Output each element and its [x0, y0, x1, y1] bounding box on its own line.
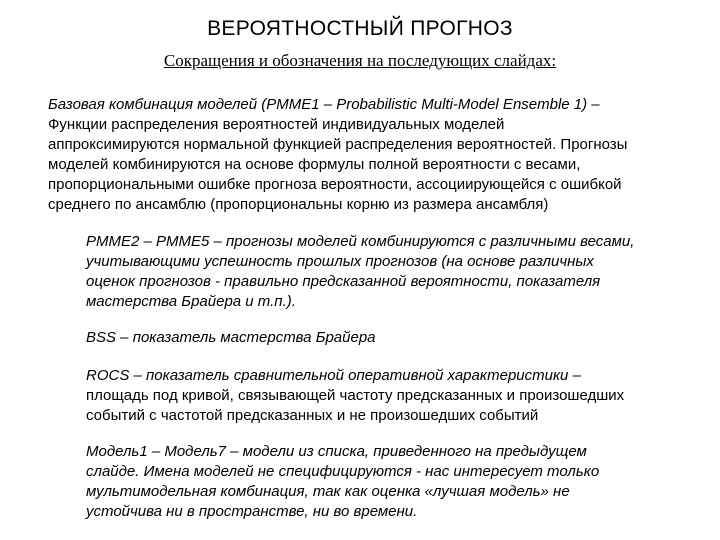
rocs-term: ROCS – показатель сравнительной оперативной характеристики – [86, 367, 581, 384]
intro-line: пропорциональными ошибке прогноза вероятности, ассоциирующейся с ошибкой [48, 176, 622, 193]
slide-subtitle: Сокращения и обозначения на последующих слайдах: [163, 51, 557, 70]
intro-line: моделей комбинируются на основе формулы полной вероятности с весами, [48, 156, 581, 173]
slide-title: ВЕРОЯТНОСТНЫЙ ПРОГНОЗ [207, 17, 513, 40]
models-definition [86, 442, 686, 522]
intro-paragraph [48, 95, 680, 215]
pmme-definition [86, 232, 686, 312]
intro-term: Базовая комбинация моделей (PMME1 – Probabilistic Multi-Model Ensemble 1) – [48, 96, 600, 113]
pmme-line: мастерства Брайера и т.п.). [86, 293, 296, 310]
pmme-line: учитывающими успешность прошлых прогнозов (на основе различных [86, 253, 594, 270]
intro-line: аппроксимируются нормальной функцией распределения вероятностей. Прогнозы [48, 136, 628, 153]
pmme-line: оценок прогнозов - правильно предсказанной вероятности, показателя [86, 273, 601, 290]
models-line: Модель1 – Модель7 – модели из списка, приведенного на предыдущем [86, 443, 587, 460]
intro-line: Функции распределения вероятностей индивидуальных моделей [48, 116, 505, 133]
models-line: слайде. Имена моделей не специфицируются - нас интересует только [86, 463, 600, 480]
rocs-line: площадь под кривой, связывающей частоту предсказанных и произошедших [86, 387, 625, 404]
intro-line: среднего по ансамблю (пропорциональны корню из размера ансамбля) [48, 196, 549, 213]
rocs-line: событий с частотой предсказанных и не произошедших событий [86, 407, 539, 424]
bss-definition [86, 328, 686, 348]
rocs-definition [86, 366, 686, 426]
bss-line: BSS – показатель мастерства Брайера [86, 329, 376, 346]
pmme-line: PMME2 – PMME5 – прогнозы моделей комбинируются с различными весами, [86, 233, 635, 250]
models-line: устойчива ни в пространстве, ни во времени. [86, 503, 418, 520]
models-line: мультимодельная комбинация, так как оценка «лучшая модель» не [86, 483, 570, 500]
